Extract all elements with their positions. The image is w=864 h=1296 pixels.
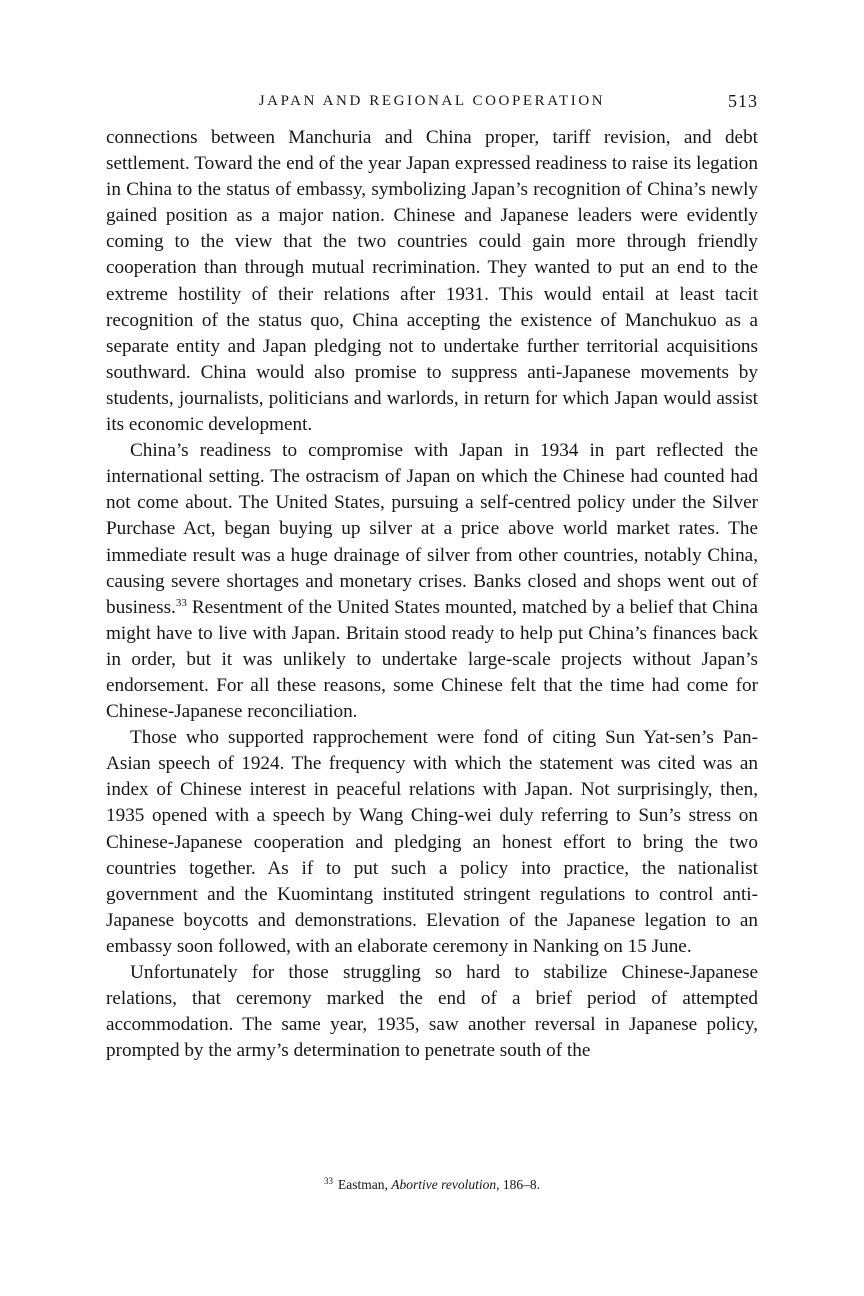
paragraph-2-text-a: China’s readiness to compromise with Japan in 1934 in part reflected the international setting. The ostracism of Japan on which the Chinese had counted had not come about. The United States, pursuing a self-centred policy under the Silver Purchase Act, began buying up silver at a price above world market rates. The immediate result was a huge drainage of silver from other countries, notably China, causing severe shortages and monetary crises. Banks closed and shops went out of business.	[106, 440, 758, 618]
running-header	[106, 90, 758, 112]
paragraph-2-text-b: Resentment of the United States mounted, matched by a belief that China might have to live with Japan. Britain stood ready to help put China’s finances back in order, but it was unlikely to undertake large-scale projects without Japan’s endorsement. For all these reasons, some Chinese felt that the time had come for Chinese-Japanese reconciliation.	[106, 596, 758, 723]
paragraph-1: connections between Manchuria and China proper, tariff revision, and debt settlement. Toward the end of the year Japan expressed readiness to raise its legation in China to the status of embassy, symbolizing Japan’s recognition of China’s newly gained position as a major nation. Chinese and Japanese leaders were evidently coming to the view that the two countries could gain more through friendly cooperation than through mutual recrimination. They wanted to put an end to the extreme hostility of their relations after 1931. This would entail at least tacit recognition of the status quo, China accepting the existence of Manchukuo as a separate entity and Japan pledging not to undertake further territorial acquisitions southward. China would also promise to suppress anti-Japanese movements by students, journalists, politicians and warlords, in return for which Japan would assist its economic development.	[106, 127, 758, 436]
footnote-reference: 33	[175, 596, 187, 609]
body-text	[106, 125, 758, 1064]
footnote-work-title: Abortive revolution,	[391, 1177, 500, 1192]
footnote-pages: 186–8.	[502, 1177, 540, 1192]
paragraph-2	[106, 438, 758, 725]
paragraph-3: Those who supported rapprochement were fond of citing Sun Yat-sen’s Pan-Asian speech of 1924. The frequency with which the statement was cited was an index of Chinese interest in peaceful relations with Japan. Not surprisingly, then, 1935 opened with a speech by Wang Ching-wei duly referring to Sun’s stress on Chinese-Japanese cooperation and pledging an honest effort to bring the two countries together. As if to put such a policy into practice, the nationalist government and the Kuomintang instituted stringent regulations to control anti-Japanese boycotts and demonstrations. Elevation of the Japanese legation to an embassy soon followed, with an elaborate ceremony in Nanking on 15 June.	[106, 727, 758, 957]
paragraph-4: Unfortunately for those struggling so hard to stabilize Chinese-Japanese relations, that ceremony marked the end of a brief period of attempted accommodation. The same year, 1935, saw another reversal in Japanese policy, prompted by the army’s determination to penetrate south of the	[106, 962, 758, 1062]
running-title: JAPAN AND REGIONAL COOPERATION	[258, 93, 606, 109]
footnote-number: 33	[324, 1176, 333, 1186]
footnote-author: Eastman,	[338, 1177, 388, 1192]
footnote	[0, 1172, 864, 1194]
page-number: 513	[728, 91, 758, 111]
